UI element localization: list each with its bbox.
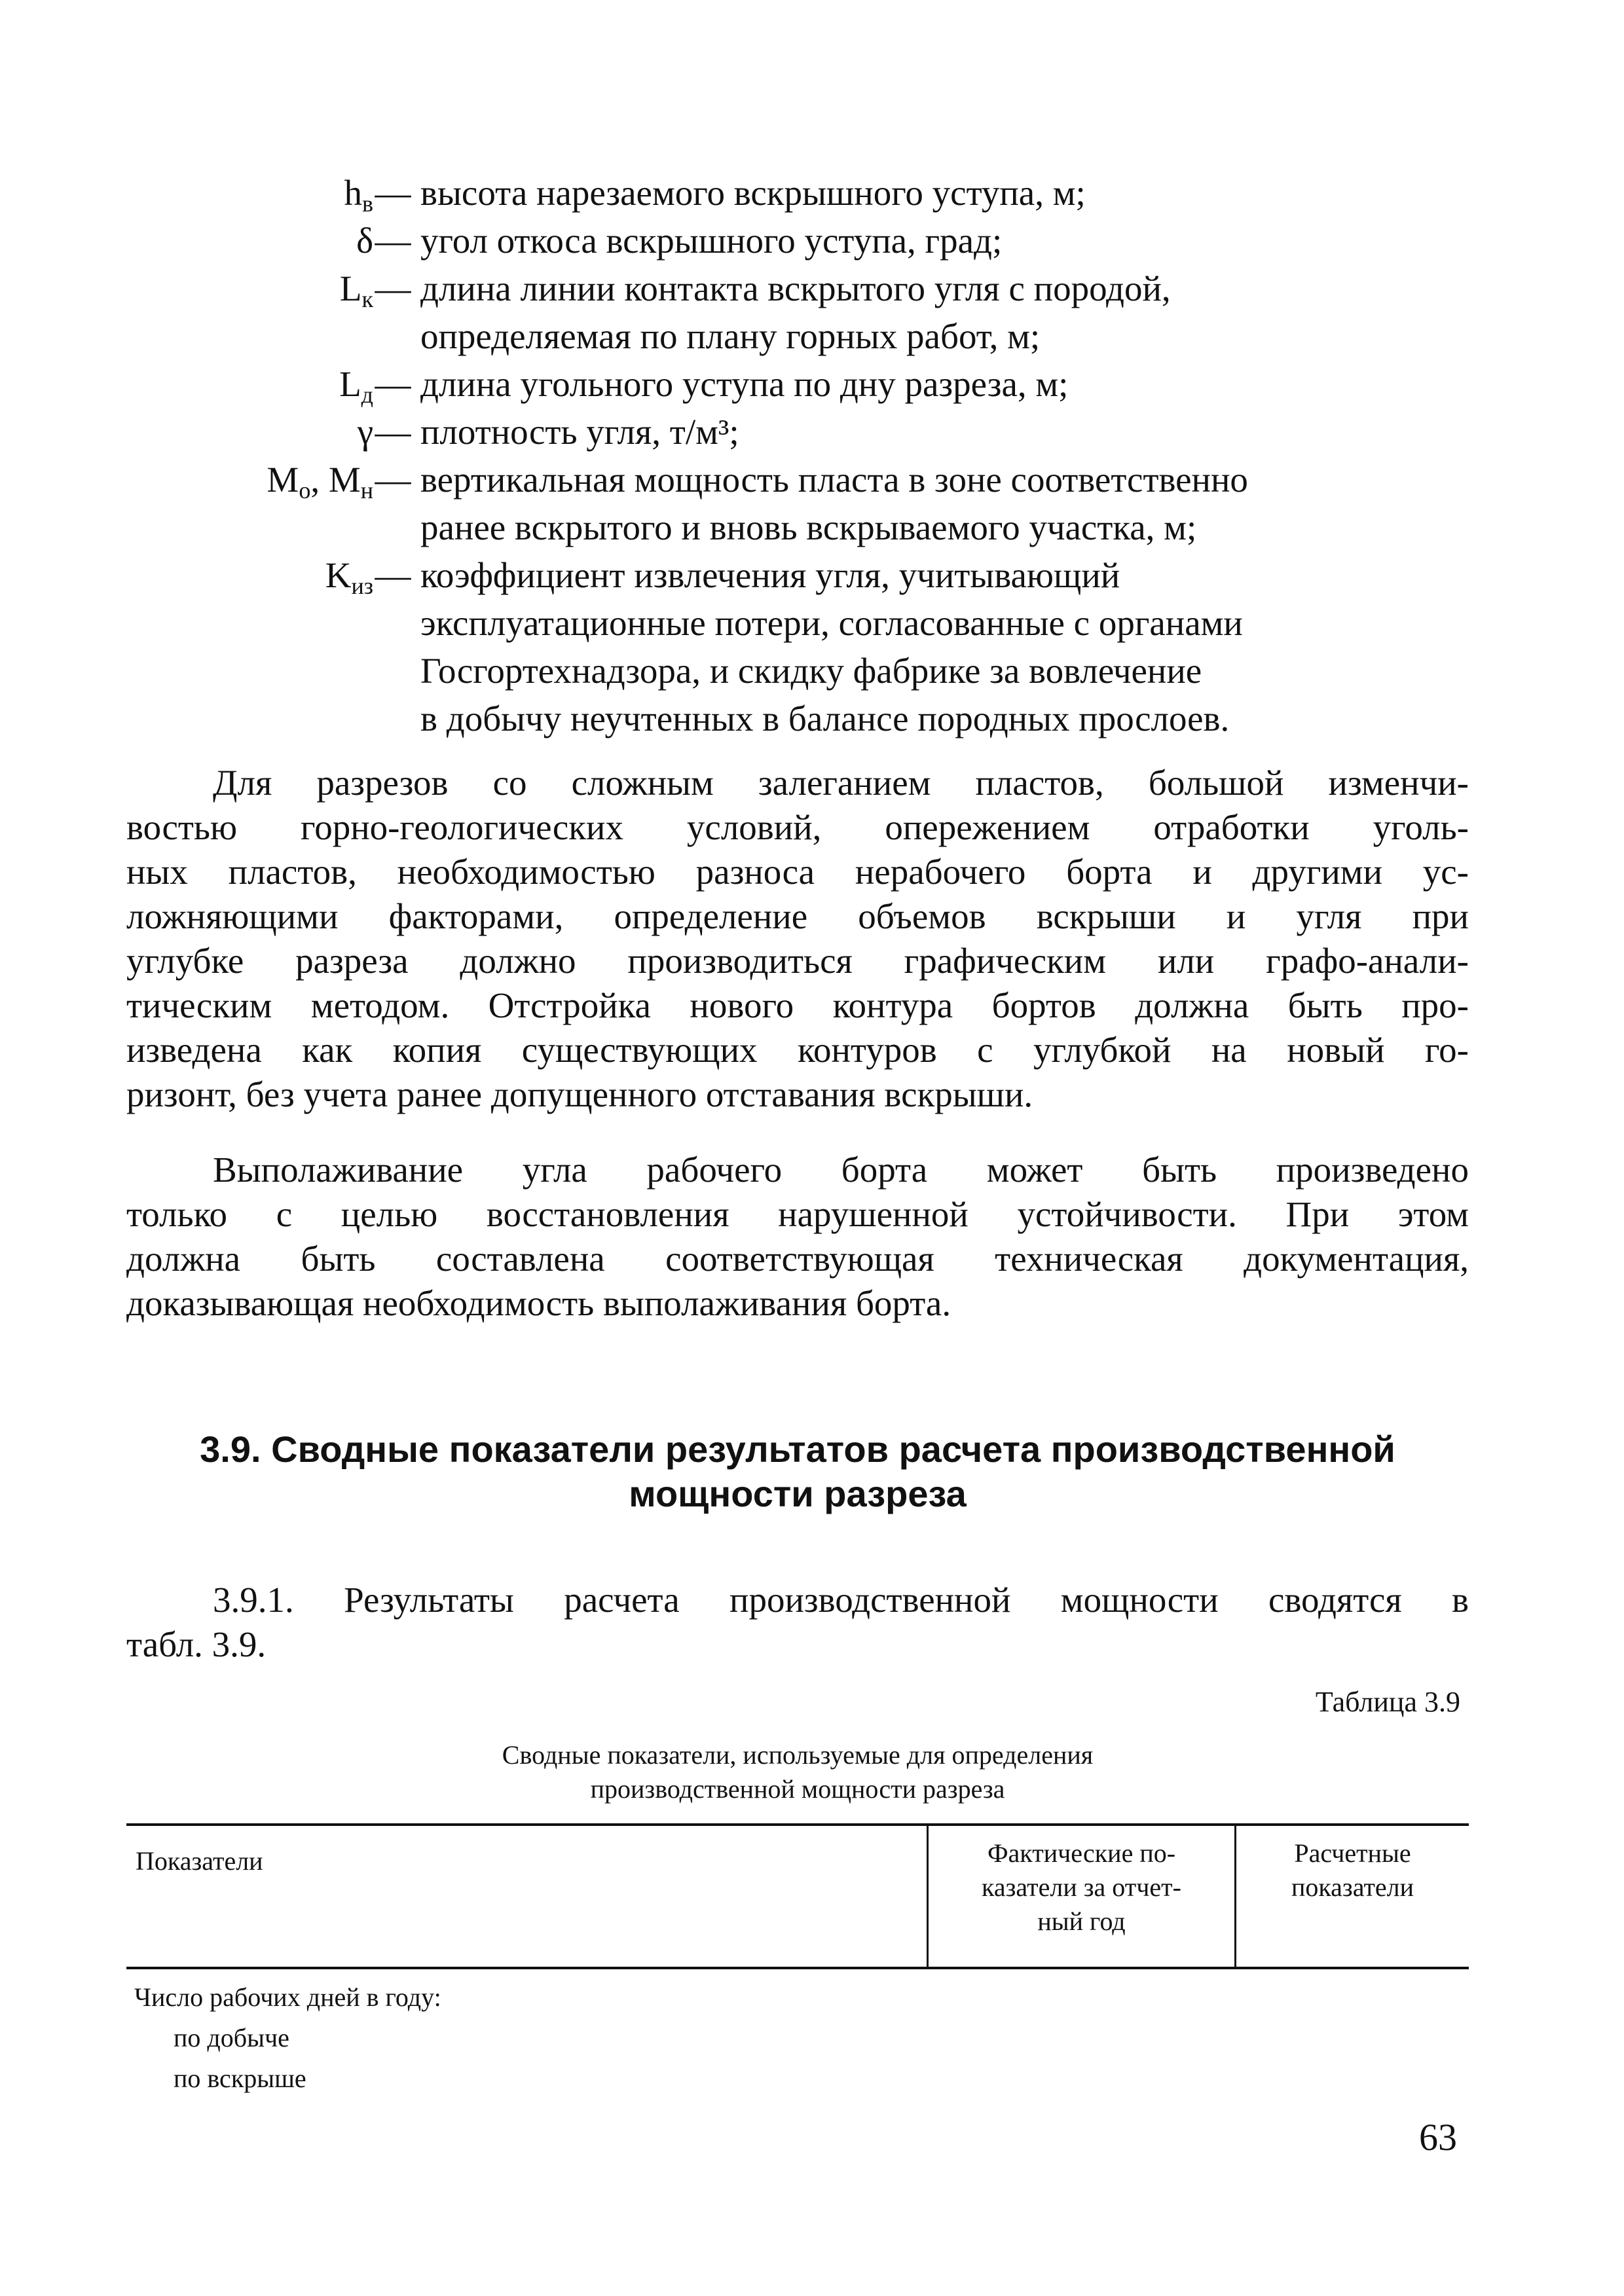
definition-line: длина линии контакта вскрытого угля с породой, bbox=[420, 268, 1171, 308]
header-label: казатели за отчет- bbox=[982, 1872, 1181, 1902]
definition-dash: — bbox=[375, 364, 411, 404]
definition-dash: — bbox=[375, 555, 411, 595]
table-row: по вскрыше bbox=[174, 2064, 306, 2093]
definition-text bbox=[413, 217, 1486, 264]
paragraph-line: доказывающая необходимость выполаживания борта. bbox=[126, 1283, 951, 1323]
definition-kiz bbox=[164, 551, 1486, 742]
definition-dash: — bbox=[375, 221, 411, 261]
definition-line: плотность угля, т/м³; bbox=[420, 412, 739, 452]
definition-lk bbox=[164, 264, 1486, 360]
paragraph-line: ных пластов, необходимостью разноса нерабочего борта и другими ус- bbox=[126, 852, 1469, 892]
table-row: по добыче bbox=[174, 2023, 289, 2052]
definition-line: Госгортехнадзора, и скидку фабрике за вовлечение bbox=[420, 651, 1202, 691]
section-heading bbox=[126, 1427, 1469, 1516]
header-calculated bbox=[1234, 1826, 1469, 1967]
table-caption bbox=[126, 1738, 1469, 1806]
paragraph-slope-flattening bbox=[126, 1148, 1469, 1326]
definition-ld bbox=[164, 360, 1486, 408]
paragraph-line: ризонт, без учета ранее допущенного отставания вскрыши. bbox=[126, 1074, 1033, 1114]
header-label: показатели bbox=[1291, 1872, 1414, 1902]
header-actual bbox=[927, 1826, 1234, 1967]
definition-hv bbox=[164, 169, 1486, 217]
header-label: ный год bbox=[1037, 1906, 1126, 1936]
heading-line: мощности разреза bbox=[629, 1473, 967, 1514]
table-body bbox=[134, 1977, 441, 2099]
definition-dash: — bbox=[375, 460, 411, 500]
definition-line: в добычу неучтенных в балансе породных прослоев. bbox=[420, 699, 1230, 738]
paragraph-line: Для разрезов со сложным залеганием пластов, большой изменчи- bbox=[213, 763, 1469, 803]
paragraph-line: изведена как копия существующих контуров с углубкой на новый го- bbox=[126, 1030, 1469, 1070]
definition-text bbox=[413, 360, 1486, 408]
definition-symbol: $L_к$ bbox=[339, 268, 373, 312]
header-label: Фактические по- bbox=[987, 1838, 1176, 1868]
definition-line: вертикальная мощность пласта в зоне соответственно bbox=[420, 460, 1248, 500]
definition-text bbox=[413, 408, 1486, 456]
paragraph-line: Выполаживание угла рабочего борта может быть произведено bbox=[213, 1150, 1469, 1190]
definition-gamma bbox=[164, 408, 1486, 456]
definition-symbol: γ bbox=[357, 412, 373, 452]
caption-line: производственной мощности разреза bbox=[590, 1774, 1005, 1804]
paragraph-line: табл. 3.9. bbox=[126, 1624, 267, 1664]
definition-line: длина угольного уступа по дну разреза, м; bbox=[420, 364, 1069, 404]
header-label: Показатели bbox=[136, 1846, 263, 1876]
paragraph-line: востью горно-геологических условий, опережением отработки уголь- bbox=[126, 807, 1469, 847]
definition-line: коэффициент извлечения угля, учитывающий bbox=[420, 555, 1120, 595]
definition-line: высота нарезаемого вскрышного уступа, м; bbox=[420, 173, 1086, 213]
definition-delta bbox=[164, 217, 1486, 264]
definition-line: эксплуатационные потери, согласованные с органами bbox=[420, 603, 1243, 643]
definition-line: определяемая по плану горных работ, м; bbox=[420, 316, 1041, 356]
paragraph-line: только с целью восстановления нарушенной устойчивости. При этом bbox=[126, 1194, 1469, 1234]
paragraph-line: 3.9.1. Результаты расчета производственной мощности сводятся в bbox=[213, 1580, 1469, 1620]
page-number: 63 bbox=[1419, 2116, 1457, 2159]
definition-symbol: $h_в$ bbox=[344, 173, 373, 217]
paragraph-line: тическим методом. Отстройка нового контура бортов должна быть про- bbox=[126, 985, 1469, 1025]
paragraph-line: углубке разреза должно производиться графическим или графо-анали- bbox=[126, 941, 1469, 981]
definition-dash: — bbox=[375, 268, 411, 308]
definition-text bbox=[413, 456, 1486, 551]
definition-dash: — bbox=[375, 412, 411, 452]
definition-symbol: $L_д$ bbox=[339, 364, 373, 408]
definition-line: угол откоса вскрышного уступа, град; bbox=[420, 221, 1003, 261]
definition-text bbox=[413, 264, 1486, 360]
paragraph-results-summary bbox=[126, 1578, 1469, 1667]
definitions-list bbox=[164, 169, 1486, 742]
caption-line: Сводные показатели, используемые для определения bbox=[502, 1740, 1094, 1770]
paragraph-line: должна быть составлена соответствующая техническая документация, bbox=[126, 1239, 1469, 1279]
table-number: Таблица 3.9 bbox=[1315, 1686, 1460, 1718]
heading-line: 3.9. Сводные показатели результатов расчета производственной bbox=[200, 1429, 1395, 1470]
paragraph-line: ложняющими факторами, определение объемов вскрыши и угля при bbox=[126, 896, 1469, 936]
header-label: Расчетные bbox=[1294, 1838, 1411, 1868]
definition-line: ранее вскрытого и вновь вскрываемого участка, м; bbox=[420, 507, 1197, 547]
definition-text bbox=[413, 169, 1486, 217]
definition-symbol: δ bbox=[356, 221, 373, 261]
paragraph-complex-deposits bbox=[126, 761, 1469, 1117]
header-indicators bbox=[126, 1826, 925, 1967]
table-row: Число рабочих дней в году: bbox=[134, 1982, 441, 2012]
definition-mo-mn bbox=[164, 456, 1486, 551]
definition-symbol: $K_{из}$ bbox=[325, 555, 373, 599]
definition-text bbox=[413, 551, 1486, 742]
definition-symbol: $M_о$, $M_н$ bbox=[267, 460, 373, 503]
definition-dash: — bbox=[375, 173, 411, 213]
table-header bbox=[126, 1823, 1469, 1969]
